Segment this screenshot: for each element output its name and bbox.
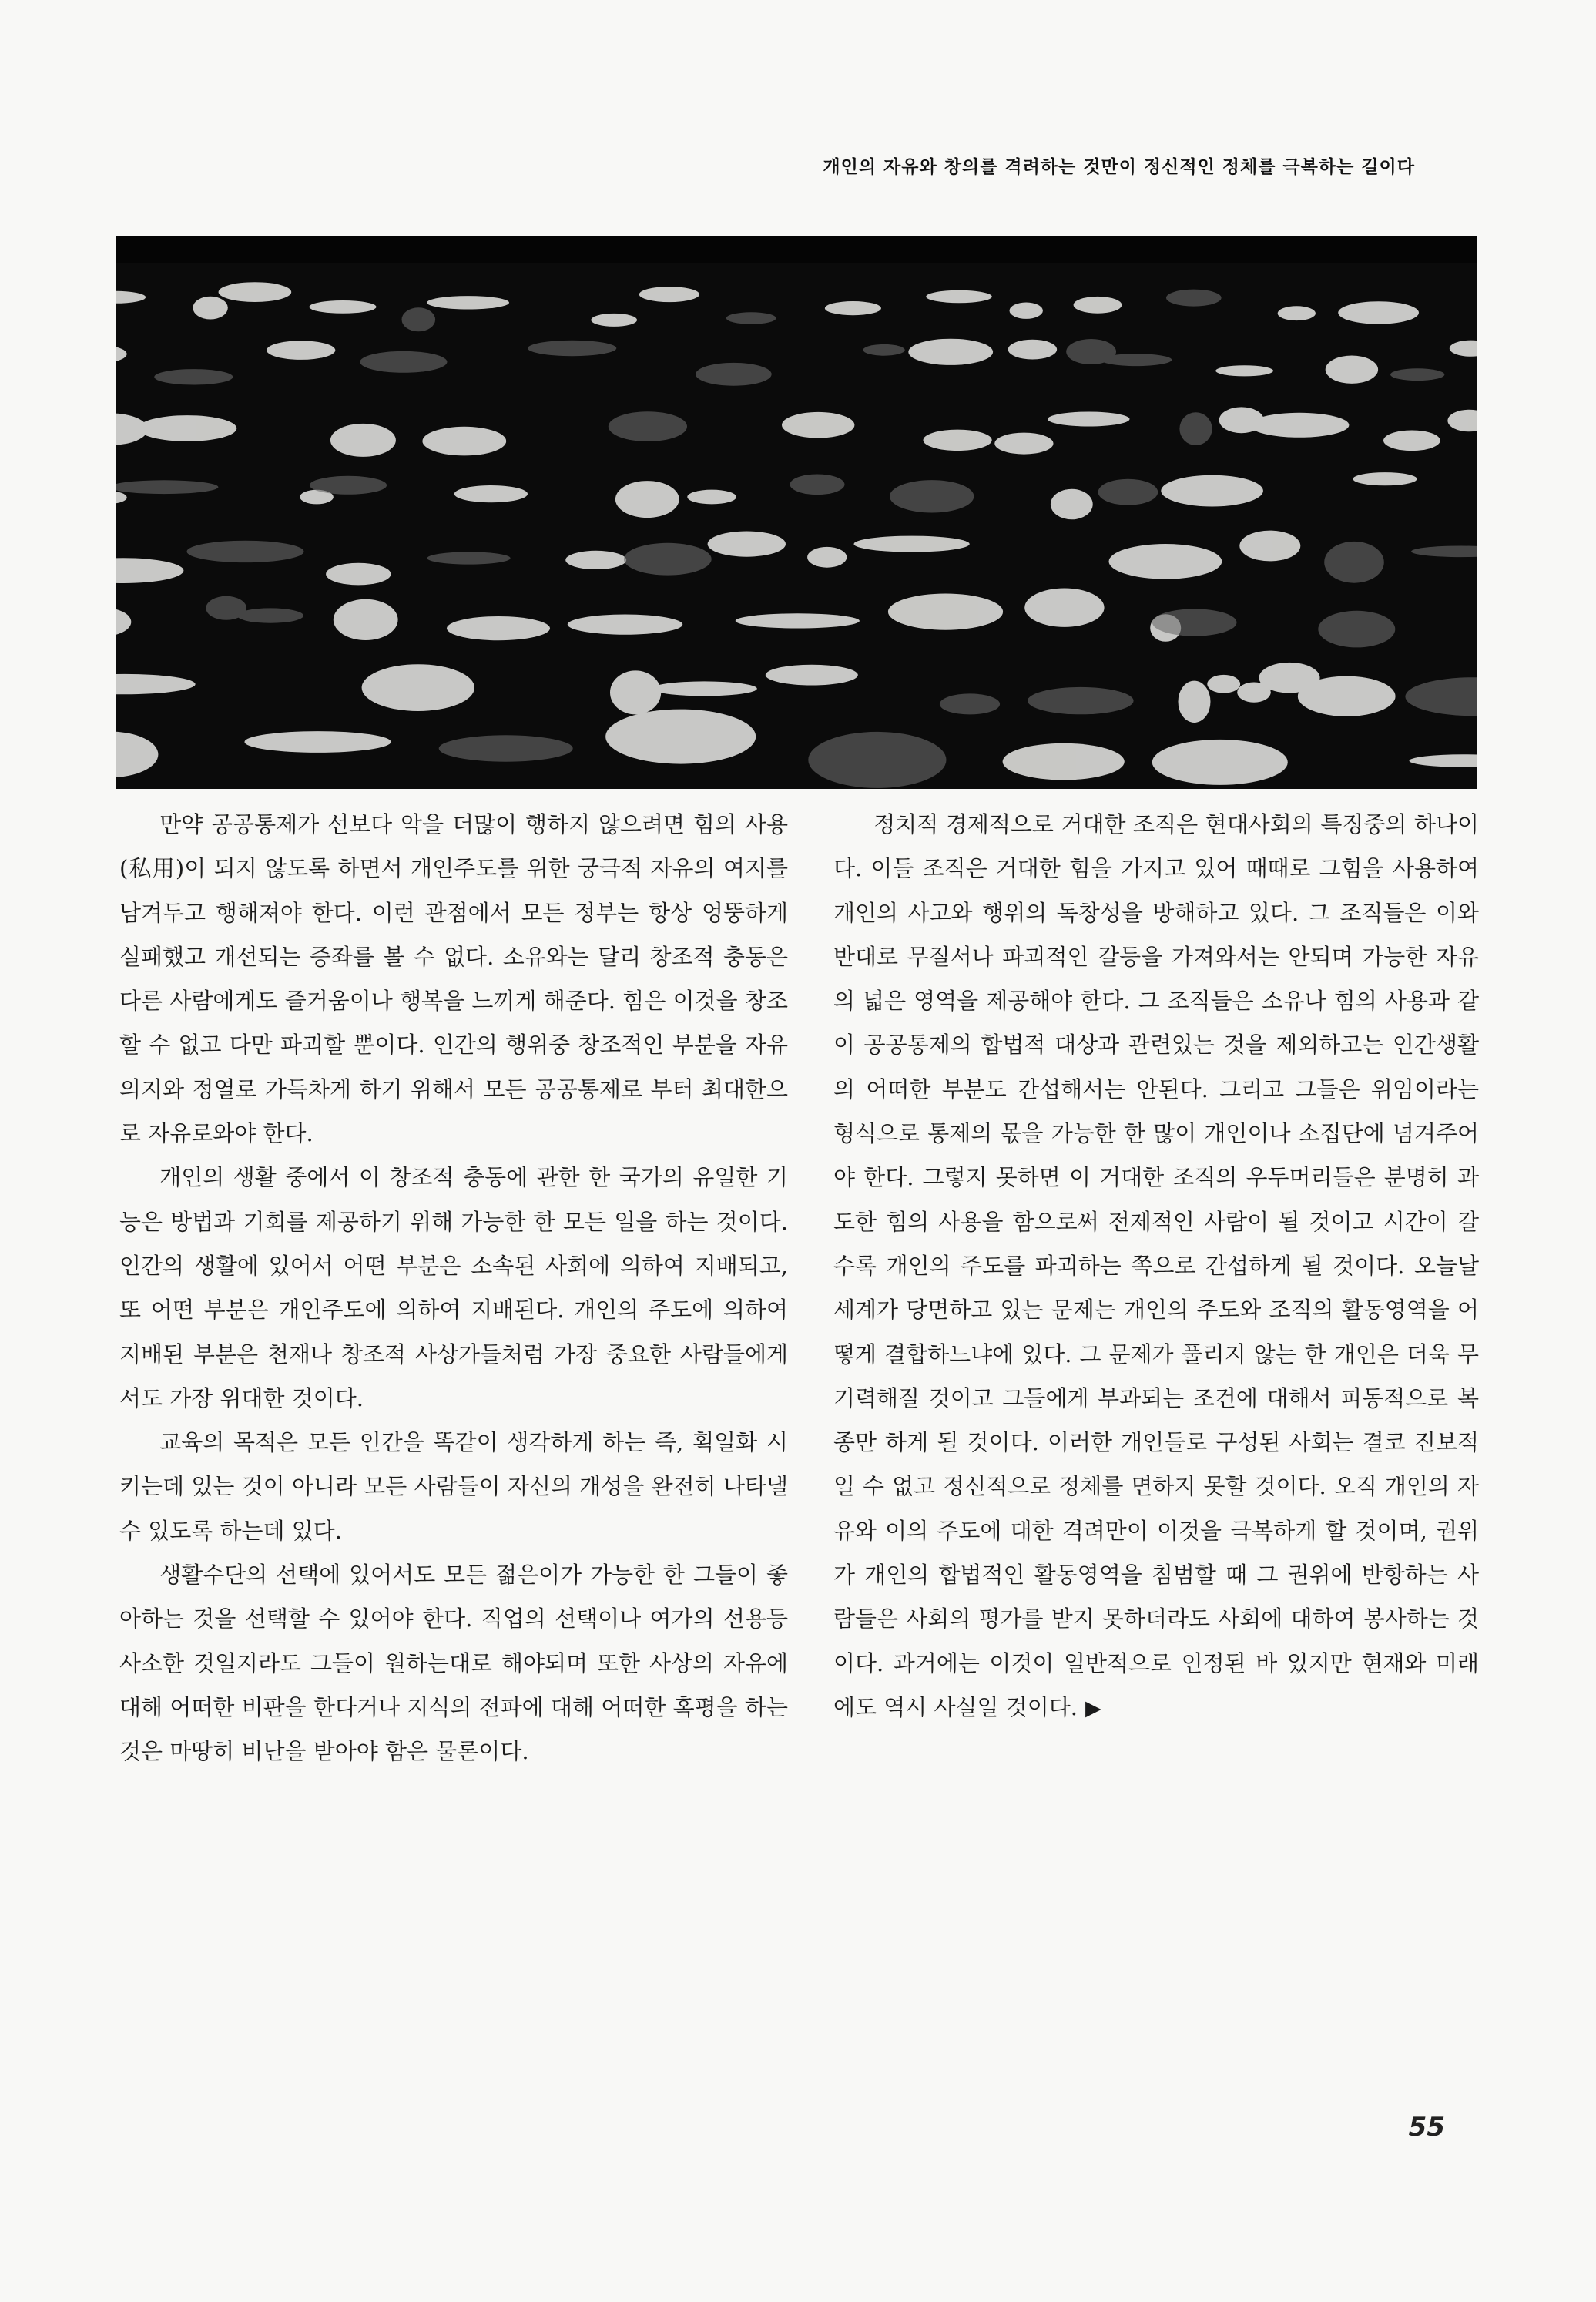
paragraph: 교육의 목적은 모든 인간을 똑같이 생각하게 하는 즉, 획일화 시키는데 있는 것이 아니라 모든 사람들이 자신의 개성을 완전히 나타낼 수 있도록 하는데 있다. <box>119 1429 788 1544</box>
crowd-photo <box>116 236 1477 789</box>
paragraph: 생활수단의 선택에 있어서도 모든 젊은이가 가능한 한 그들이 좋아하는 것을 선택할 수 있어야 한다. 직업의 선택이나 여가의 선용등 사소한 것일지라도 그들이 원하는대로 해야되며 또한 사상의 자유에 대해 어떠한 비판을 한다거나 지식의 전파에 대해 어떠한 혹평을 하는 것은 마땅히 비난을 받아야 함은 물론이다. <box>119 1562 788 1765</box>
paragraph-text: 정치적 경제적으로 거대한 조직은 현대사회의 특징중의 하나이다. 이들 조직은 거대한 힘을 가지고 있어 때때로 그힘을 사용하여 개인의 사고와 행위의 독창성을 방해하고 있다. 그 조직들은 이와 반대로 무질서나 파괴적인 갈등을 가져와서는 안되며 가능한 자유의 넓은 영역을 제공해야 한다. 그 조직들은 소유나 힘의 사용과 같이 공공통제의 합법적 대상과 관련있는 것을 제외하고는 인간생활의 어떠한 부분도 간섭해서는 안된다. 그리고 그들은 위임이라는 형식으로 통제의 몫을 가능한 한 많이 개인이나 소집단에 넘겨주어야 한다. 그렇지 못하면 이 거대한 조직의 우두머리들은 분명히 과도한 힘의 사용을 함으로써 전제적인 사람이 될 것이고 시간이 갈수록 개인의 주도를 파괴하는 쪽으로 간섭하게 될 것이다. 오늘날 세계가 당면하고 있는 문제는 개인의 주도와 조직의 활동영역을 어떻게 결합하느냐에 있다. 그 문제가 풀리지 않는 한 개인은 더욱 무기력해질 것이고 그들에게 부과되는 조건에 대해서 피동적으로 복종만 하게 될 것이다. 이러한 개인들로 구성된 사회는 결코 진보적일 수 없고 정신적으로 정체를 면하지 못할 것이다. 오직 개인의 자유와 이의 주도에 대한 격려만이 이것을 극복하게 할 것이며, 권위가 개인의 합법적인 활동영역을 침범할 때 그 권위에 반항하는 사람들은 사회의 평가를 받지 못하더라도 사회에 대하여 봉사하는 것이다. 과거에는 이것이 일반적으로 인정된 바 있지만 현재와 미래에도 역시 사실일 것이다. <box>833 811 1479 1720</box>
paragraph: 만약 공공통제가 선보다 악을 더많이 행하지 않으려면 힘의 사용(私用)이 되지 않도록 하면서 개인주도를 위한 궁극적 자유의 여지를 남겨두고 행해져야 한다. 이런 관점에서 모든 정부는 항상 엉뚱하게 실패했고 개선되는 증좌를 볼 수 없다. 소유와는 달리 창조적 충동은 다른 사람에게도 즐거움이나 행복을 느끼게 해준다. 힘은 이것을 창조할 수 없고 다만 파괴할 뿐이다. 인간의 행위중 창조적인 부분을 자유의지와 정열로 가득차게 하기 위해서 모든 공공통제로 부터 최대한으로 자유로와야 한다. <box>119 811 788 1147</box>
paragraph <box>833 803 1479 1730</box>
page-number: 55 <box>1408 2112 1445 2143</box>
right-column <box>833 803 1479 1730</box>
left-column <box>119 803 788 1774</box>
running-header: 개인의 자유와 창의를 격려하는 것만이 정신적인 정체를 극복하는 길이다 <box>823 157 1415 177</box>
end-mark-icon: ▶ <box>1085 1696 1101 1720</box>
paragraph: 개인의 생활 중에서 이 창조적 충동에 관한 한 국가의 유일한 기능은 방법과 기회를 제공하기 위해 가능한 한 모든 일을 하는 것이다. 인간의 생활에 있어서 어떤 부분은 소속된 사회에 의하여 지배되고, 또 어떤 부분은 개인주도에 의하여 지배된다. 개인의 주도에 의하여 지배된 부분은 천재나 창조적 사상가들처럼 가장 중요한 사람들에게서도 가장 위대한 것이다. <box>119 1164 788 1411</box>
